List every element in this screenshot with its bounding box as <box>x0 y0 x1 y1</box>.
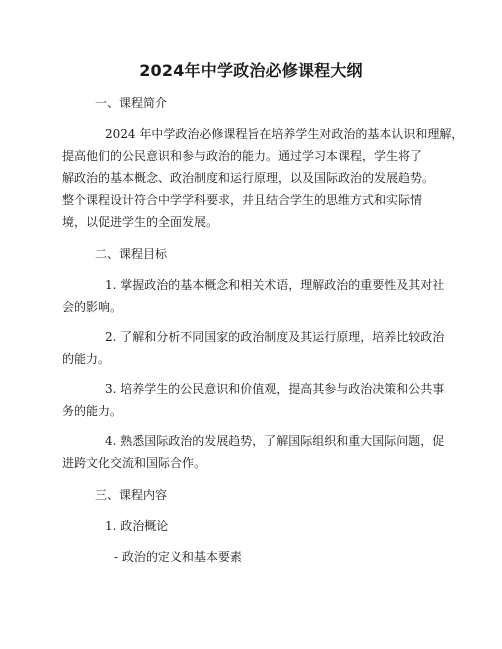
goal-item-line: 的能力。 <box>62 352 111 366</box>
goal-item-line: 2. 了解和分析不同国家的政治制度及其运行原理，培养比较政治 <box>105 330 445 344</box>
content-item-label: 1. 政治概论 <box>105 519 169 533</box>
goal-item-line: 进跨文化交流和国际合作。 <box>62 456 207 470</box>
goal-item-line: 3. 培养学生的公民意识和价值观，提高其参与政治决策和公共事 <box>105 382 445 396</box>
goal-item-line: 1. 掌握政治的基本概念和相关术语，理解政治的重要性及其对社 <box>105 278 445 292</box>
section-heading-content: 三、课程内容 <box>95 488 168 502</box>
document-title: 2024年中学政治必修课程大纲 <box>139 61 363 80</box>
intro-line: 解政治的基本概念、政治制度和运行原理，以及国际政治的发展趋势。 <box>62 171 435 185</box>
intro-line: 整个课程设计符合中学学科要求，并且结合学生的思维方式和实际情 <box>62 193 423 207</box>
goal-item-line: 会的影响。 <box>62 300 123 314</box>
section-heading-goals: 二、课程目标 <box>95 247 168 261</box>
intro-line: 2024 年中学政治必修课程旨在培养学生对政治的基本认识和理解， <box>105 127 464 141</box>
goal-item-line: 务的能力。 <box>62 404 123 418</box>
content-subitem: - 政治的定义和基本要素 <box>114 550 242 564</box>
intro-line: 提高他们的公民意识和参与政治的能力。通过学习本课程，学生将了 <box>62 149 423 163</box>
section-heading-intro: 一、课程简介 <box>95 96 168 110</box>
goal-item-line: 4. 熟悉国际政治的发展趋势，了解国际组织和重大国际问题，促 <box>105 434 445 448</box>
intro-line: 境，以促进学生的全面发展。 <box>62 215 219 229</box>
